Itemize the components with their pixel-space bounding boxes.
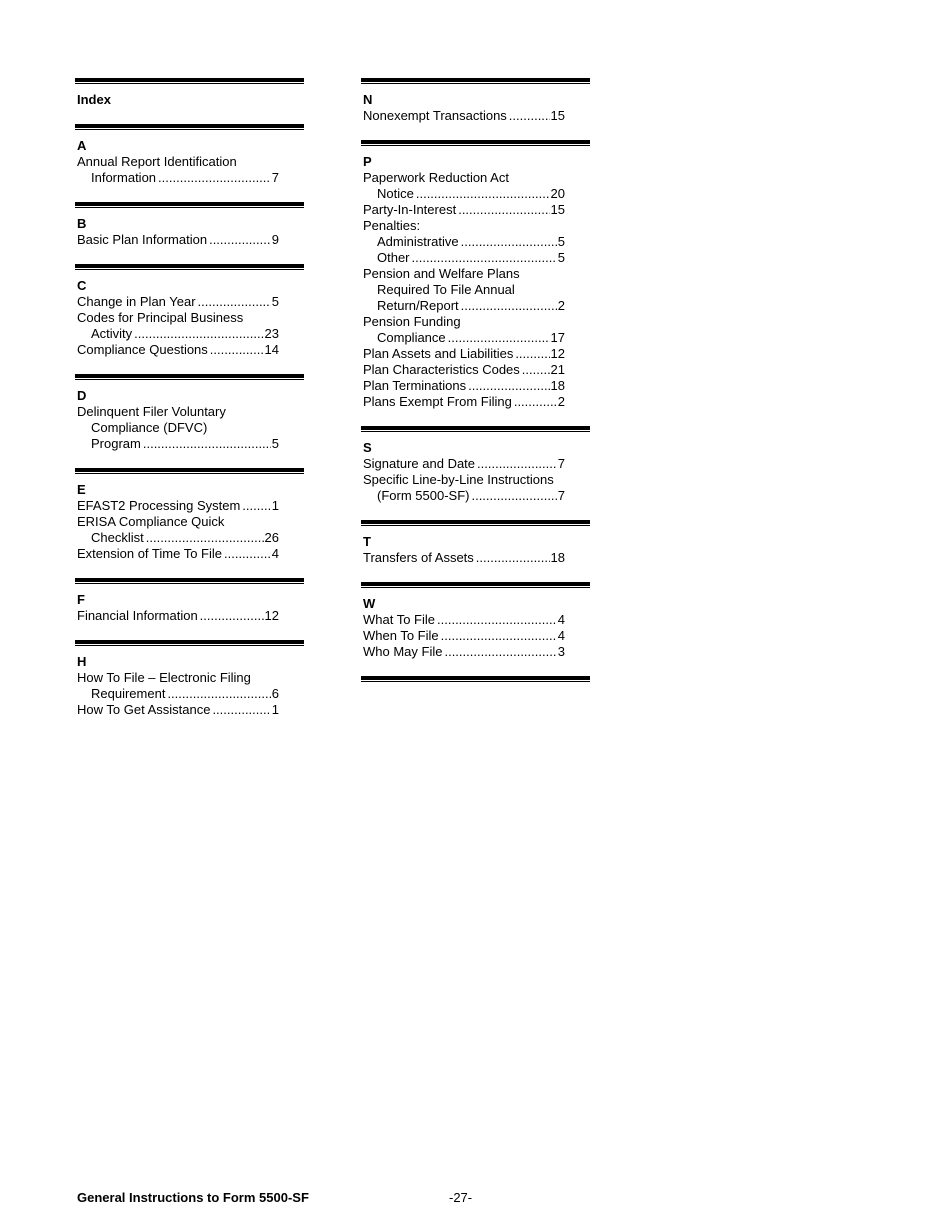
entry-text: Delinquent Filer Voluntary bbox=[77, 404, 226, 419]
entry-text: How To File – Electronic Filing bbox=[77, 670, 251, 685]
index-entry bbox=[77, 608, 302, 624]
entry-text: Transfers of Assets bbox=[363, 550, 474, 565]
entry-text: Other bbox=[377, 250, 410, 265]
index-column-left bbox=[75, 78, 304, 734]
entry-text: Required To File Annual bbox=[377, 282, 515, 297]
entry-text: Plan Characteristics Codes bbox=[363, 362, 520, 377]
entry-page-number: 1 bbox=[271, 702, 279, 717]
index-section-s bbox=[361, 426, 590, 504]
index-entry bbox=[363, 234, 588, 250]
section-letter: E bbox=[77, 482, 86, 497]
entry-list bbox=[75, 404, 304, 452]
index-entry bbox=[77, 514, 302, 546]
index-entry bbox=[77, 232, 302, 248]
section-letter: B bbox=[77, 216, 87, 231]
entry-page-number: 7 bbox=[271, 170, 279, 185]
entry-line bbox=[77, 232, 279, 248]
entry-line bbox=[363, 628, 565, 644]
entry-line bbox=[363, 456, 565, 472]
entry-line bbox=[363, 234, 565, 250]
entry-line bbox=[363, 612, 565, 628]
entry-page-number: 12 bbox=[550, 346, 565, 361]
entry-page-number: 5 bbox=[557, 234, 565, 249]
dot-leader bbox=[198, 294, 271, 310]
entry-line bbox=[77, 530, 279, 546]
section-letter: H bbox=[77, 654, 87, 669]
entry-page-number: 7 bbox=[557, 488, 565, 503]
entry-text: Checklist bbox=[91, 530, 144, 545]
section-letter: A bbox=[77, 138, 87, 153]
entry-list bbox=[75, 294, 304, 358]
dot-leader bbox=[416, 186, 550, 202]
entry-line bbox=[77, 342, 279, 358]
entry-line bbox=[77, 546, 279, 562]
section-letter: T bbox=[363, 534, 371, 549]
entry-page-number: 1 bbox=[271, 498, 279, 513]
index-entry bbox=[77, 702, 302, 718]
index-entry bbox=[363, 170, 588, 202]
index-section-f bbox=[75, 578, 304, 624]
entry-text: Administrative bbox=[377, 234, 459, 249]
index-entry bbox=[363, 108, 588, 124]
entry-line bbox=[363, 202, 565, 218]
index-column-right bbox=[361, 78, 590, 682]
entry-line bbox=[363, 330, 565, 346]
index-section-b bbox=[75, 202, 304, 248]
entry-text: Compliance Questions bbox=[77, 342, 208, 357]
entry-line bbox=[77, 702, 279, 718]
index-entry bbox=[77, 342, 302, 358]
index-entry bbox=[363, 346, 588, 362]
index-section-e bbox=[75, 468, 304, 562]
index-section-p bbox=[361, 140, 590, 410]
entry-page-number: 18 bbox=[550, 550, 565, 565]
dot-leader bbox=[514, 394, 557, 410]
dot-leader bbox=[146, 530, 264, 546]
dot-leader bbox=[448, 330, 550, 346]
entry-line bbox=[363, 346, 565, 362]
index-entry bbox=[363, 472, 588, 504]
entry-text: Party-In-Interest bbox=[363, 202, 457, 217]
section-letter: F bbox=[77, 592, 85, 607]
dot-leader bbox=[158, 170, 271, 186]
entry-page-number: 14 bbox=[264, 342, 279, 357]
entry-page-number: 9 bbox=[271, 232, 279, 247]
footer-page-number: -27- bbox=[449, 1190, 473, 1205]
column-end-rule bbox=[361, 676, 590, 682]
entry-page-number: 6 bbox=[271, 686, 279, 701]
entry-text: Nonexempt Transactions bbox=[363, 108, 507, 123]
entry-line bbox=[363, 472, 565, 488]
dot-leader bbox=[444, 644, 556, 660]
dot-leader bbox=[210, 342, 264, 358]
entry-line bbox=[77, 310, 279, 326]
entry-line bbox=[77, 294, 279, 310]
dot-leader bbox=[441, 628, 557, 644]
entry-line bbox=[363, 186, 565, 202]
entry-line bbox=[77, 686, 279, 702]
entry-page-number: 17 bbox=[550, 330, 565, 345]
entry-line bbox=[363, 378, 565, 394]
section-letter: W bbox=[363, 596, 376, 611]
dot-leader bbox=[242, 498, 270, 514]
entry-line bbox=[363, 266, 565, 282]
section-letter: P bbox=[363, 154, 372, 169]
dot-leader bbox=[476, 550, 550, 566]
entry-line bbox=[363, 394, 565, 410]
entry-line bbox=[363, 644, 565, 660]
entry-text: Codes for Principal Business bbox=[77, 310, 244, 325]
entry-text: Return/Report bbox=[377, 298, 459, 313]
entry-line bbox=[77, 670, 279, 686]
entry-text: Annual Report Identification bbox=[77, 154, 237, 169]
dot-leader bbox=[477, 456, 557, 472]
index-entry bbox=[363, 266, 588, 314]
dot-leader bbox=[458, 202, 549, 218]
entry-text: Activity bbox=[91, 326, 133, 341]
entry-page-number: 18 bbox=[550, 378, 565, 393]
section-letter: S bbox=[363, 440, 372, 455]
entry-page-number: 3 bbox=[557, 644, 565, 659]
entry-text: Signature and Date bbox=[363, 456, 476, 471]
entry-page-number: 2 bbox=[557, 298, 565, 313]
index-section-c bbox=[75, 264, 304, 358]
entry-text: Who May File bbox=[363, 644, 443, 659]
index-entry bbox=[77, 670, 302, 702]
index-entry bbox=[363, 314, 588, 346]
entry-line bbox=[77, 170, 279, 186]
dot-leader bbox=[224, 546, 271, 562]
entry-line bbox=[363, 298, 565, 314]
dot-leader bbox=[468, 378, 549, 394]
entry-text: EFAST2 Processing System bbox=[77, 498, 241, 513]
index-entry bbox=[77, 404, 302, 452]
entry-text: Plans Exempt From Filing bbox=[363, 394, 512, 409]
index-title: Index bbox=[77, 92, 111, 107]
dot-leader bbox=[200, 608, 264, 624]
entry-text: Requirement bbox=[91, 686, 166, 701]
entry-text: When To File bbox=[363, 628, 439, 643]
index-entry bbox=[77, 546, 302, 562]
index-entry bbox=[77, 154, 302, 186]
index-section-t bbox=[361, 520, 590, 566]
entry-line bbox=[77, 514, 279, 530]
entry-text: Basic Plan Information bbox=[77, 232, 208, 247]
entry-list bbox=[361, 170, 590, 410]
entry-page-number: 4 bbox=[271, 546, 279, 561]
entry-line bbox=[363, 250, 565, 266]
entry-page-number: 5 bbox=[271, 294, 279, 309]
dot-leader bbox=[515, 346, 549, 362]
entry-text: ERISA Compliance Quick bbox=[77, 514, 225, 529]
entry-line bbox=[363, 362, 565, 378]
entry-page-number: 20 bbox=[550, 186, 565, 201]
section-letter: N bbox=[363, 92, 373, 107]
index-section-a bbox=[75, 124, 304, 186]
dot-leader bbox=[471, 488, 556, 504]
entry-text: Change in Plan Year bbox=[77, 294, 196, 309]
entry-text: How To Get Assistance bbox=[77, 702, 211, 717]
entry-page-number: 4 bbox=[557, 628, 565, 643]
entry-text: (Form 5500-SF) bbox=[377, 488, 470, 503]
dot-leader bbox=[509, 108, 550, 124]
entry-text: Specific Line-by-Line Instructions bbox=[363, 472, 554, 487]
dot-leader bbox=[461, 298, 557, 314]
entry-page-number: 15 bbox=[550, 108, 565, 123]
index-entry bbox=[363, 644, 588, 660]
entry-page-number: 26 bbox=[264, 530, 279, 545]
entry-line bbox=[77, 154, 279, 170]
entry-line bbox=[77, 420, 279, 436]
entry-text: What To File bbox=[363, 612, 436, 627]
entry-line bbox=[363, 170, 565, 186]
entry-text: Compliance bbox=[377, 330, 446, 345]
section-letter: D bbox=[77, 388, 87, 403]
index-entry bbox=[363, 612, 588, 628]
dot-leader bbox=[134, 326, 263, 342]
index-section-w bbox=[361, 582, 590, 660]
entry-list bbox=[361, 108, 590, 124]
entry-list bbox=[75, 154, 304, 186]
index-entry bbox=[363, 394, 588, 410]
entry-list bbox=[75, 670, 304, 718]
index-entry bbox=[363, 456, 588, 472]
entry-text: Compliance (DFVC) bbox=[91, 420, 208, 435]
entry-page-number: 12 bbox=[264, 608, 279, 623]
entry-text: Program bbox=[91, 436, 141, 451]
index-section-n bbox=[361, 78, 590, 124]
dot-leader bbox=[143, 436, 271, 452]
entry-line bbox=[77, 404, 279, 420]
entry-page-number: 21 bbox=[550, 362, 565, 377]
entry-list bbox=[75, 498, 304, 562]
entry-text: Financial Information bbox=[77, 608, 198, 623]
entry-line bbox=[77, 326, 279, 342]
entry-text: Pension and Welfare Plans bbox=[363, 266, 520, 281]
entry-page-number: 2 bbox=[557, 394, 565, 409]
entry-list bbox=[361, 612, 590, 660]
index-entry bbox=[363, 378, 588, 394]
entry-list bbox=[75, 608, 304, 624]
dot-leader bbox=[437, 612, 557, 628]
entry-page-number: 5 bbox=[271, 436, 279, 451]
entry-line bbox=[363, 550, 565, 566]
entry-line bbox=[363, 218, 565, 234]
dot-leader bbox=[209, 232, 271, 248]
entry-page-number: 5 bbox=[557, 250, 565, 265]
dot-leader bbox=[212, 702, 270, 718]
entry-text: Notice bbox=[377, 186, 414, 201]
entry-line bbox=[363, 314, 565, 330]
index-entry bbox=[363, 362, 588, 378]
index-section-h bbox=[75, 640, 304, 718]
dot-leader bbox=[412, 250, 557, 266]
section-letter: C bbox=[77, 278, 87, 293]
index-entry bbox=[363, 218, 588, 234]
entry-page-number: 4 bbox=[557, 612, 565, 627]
entry-line bbox=[363, 488, 565, 504]
index-entry bbox=[77, 498, 302, 514]
entry-text: Paperwork Reduction Act bbox=[363, 170, 509, 185]
entry-text: Plan Assets and Liabilities bbox=[363, 346, 514, 361]
dot-leader bbox=[167, 686, 270, 702]
entry-page-number: 7 bbox=[557, 456, 565, 471]
entry-text: Pension Funding bbox=[363, 314, 461, 329]
entry-list bbox=[361, 456, 590, 504]
entry-text: Plan Terminations bbox=[363, 378, 467, 393]
entry-text: Extension of Time To File bbox=[77, 546, 222, 561]
entry-page-number: 15 bbox=[550, 202, 565, 217]
dot-leader bbox=[461, 234, 557, 250]
index-section-d bbox=[75, 374, 304, 452]
index-header-section bbox=[75, 78, 304, 108]
index-entry bbox=[77, 294, 302, 310]
entry-line bbox=[363, 282, 565, 298]
entry-line bbox=[77, 608, 279, 624]
dot-leader bbox=[522, 362, 550, 378]
index-entry bbox=[77, 310, 302, 342]
entry-list bbox=[361, 550, 590, 566]
index-entry bbox=[363, 550, 588, 566]
index-entry bbox=[363, 250, 588, 266]
entry-text: Penalties: bbox=[363, 218, 421, 233]
index-entry bbox=[363, 202, 588, 218]
entry-text: Information bbox=[91, 170, 157, 185]
entry-list bbox=[75, 232, 304, 248]
entry-line bbox=[77, 436, 279, 452]
entry-page-number: 23 bbox=[264, 326, 279, 341]
footer-title: General Instructions to Form 5500-SF bbox=[77, 1190, 309, 1205]
entry-line bbox=[77, 498, 279, 514]
entry-line bbox=[363, 108, 565, 124]
index-entry bbox=[363, 628, 588, 644]
